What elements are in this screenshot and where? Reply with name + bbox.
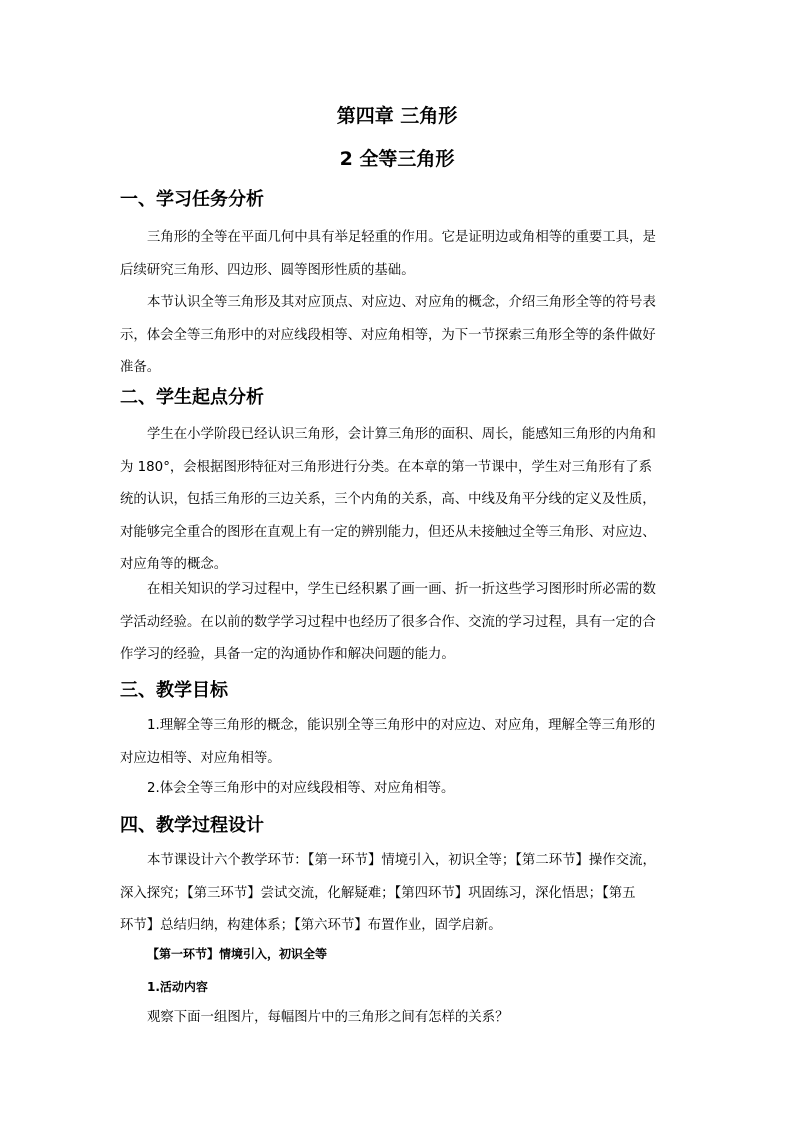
text-line: 对应角等的概念。 <box>120 557 228 572</box>
paragraph <box>120 574 676 672</box>
text-line: 深入探究；【第三环节】尝试交流，化解疑难；【第四环节】巩固练习，深化悟思；【第五 <box>120 885 636 901</box>
paragraph <box>120 222 676 287</box>
text-line: 学生在小学阶段已经认识三角形，会计算三角形的面积、周长，能感知三角形的内角和 <box>147 427 656 442</box>
paragraph <box>120 287 676 385</box>
text-line: 为 180°，会根据图形特征对三角形进行分类。在本章的第一节课中，学生对三角形有了系 <box>120 459 652 475</box>
paragraph <box>120 419 676 582</box>
activity-title: 1.活动内容 <box>147 980 208 994</box>
heading-student-analysis: 二、学生起点分析 <box>120 387 264 408</box>
text-line: 在相关知识的学习过程中，学生已经积累了画一画、折一折这些学习图形时所必需的数 <box>147 582 656 597</box>
heading-teaching-goals: 三、教学目标 <box>120 680 228 701</box>
text-line: 三角形的全等在平面几何中具有举足轻重的作用。它是证明边或角相等的重要工具，是 <box>147 230 656 245</box>
section-title: 2 全等三角形 <box>339 148 455 170</box>
text-line: 统的认识，包括三角形的三边关系，三个内角的关系，高、中线及角平分线的定义及性质， <box>120 492 656 507</box>
heading-task-analysis: 一、学习任务分析 <box>120 189 264 210</box>
text-line: 学活动经验。在以前的数学学习过程中也经历了很多合作、交流的学习过程，具有一定的合 <box>120 614 656 630</box>
heading-process-design: 四、教学过程设计 <box>120 815 264 836</box>
text-line: 后续研究三角形、四边形、圆等图形性质的基础。 <box>120 262 415 278</box>
paragraph <box>120 773 676 806</box>
activity-question: 观察下面一组图片，每幅图片中的三角形之间有怎样的关系？ <box>147 1010 509 1025</box>
paragraph <box>120 845 676 943</box>
text-line: 本节课设计六个教学环节：【第一环节】情境引入，初识全等；【第二环节】操作交流， <box>147 853 656 868</box>
text-line: 1.理解全等三角形的概念，能识别全等三角形中的对应边、对应角，理解全等三角形的 <box>147 718 656 733</box>
text-line: 本节认识全等三角形及其对应顶点、对应边、对应角的概念，介绍三角形全等的符号表 <box>147 295 656 310</box>
text-line: 对能够完全重合的图形在直观上有一定的辨别能力，但还从未接触过全等三角形、对应边、 <box>120 524 656 540</box>
text-line: 示，体会全等三角形中的对应线段相等、对应角相等，为下一节探索三角形全等的条件做好 <box>120 327 656 343</box>
text-line: 对应边相等、对应角相等。 <box>120 750 281 766</box>
text-line: 环节】总结归纳，构建体系；【第六环节】布置作业，固学启新。 <box>120 918 502 933</box>
text-line: 准备。 <box>120 360 161 375</box>
chapter-title: 第四章 三角形 <box>336 105 458 127</box>
paragraph <box>120 710 676 775</box>
text-line: 2.体会全等三角形中的对应线段相等、对应角相等。 <box>147 781 455 796</box>
text-line: 作学习的经验，具备一定的沟通协作和解决问题的能力。 <box>120 647 455 662</box>
step-one-title: 【第一环节】情境引入，初识全等 <box>147 947 328 961</box>
